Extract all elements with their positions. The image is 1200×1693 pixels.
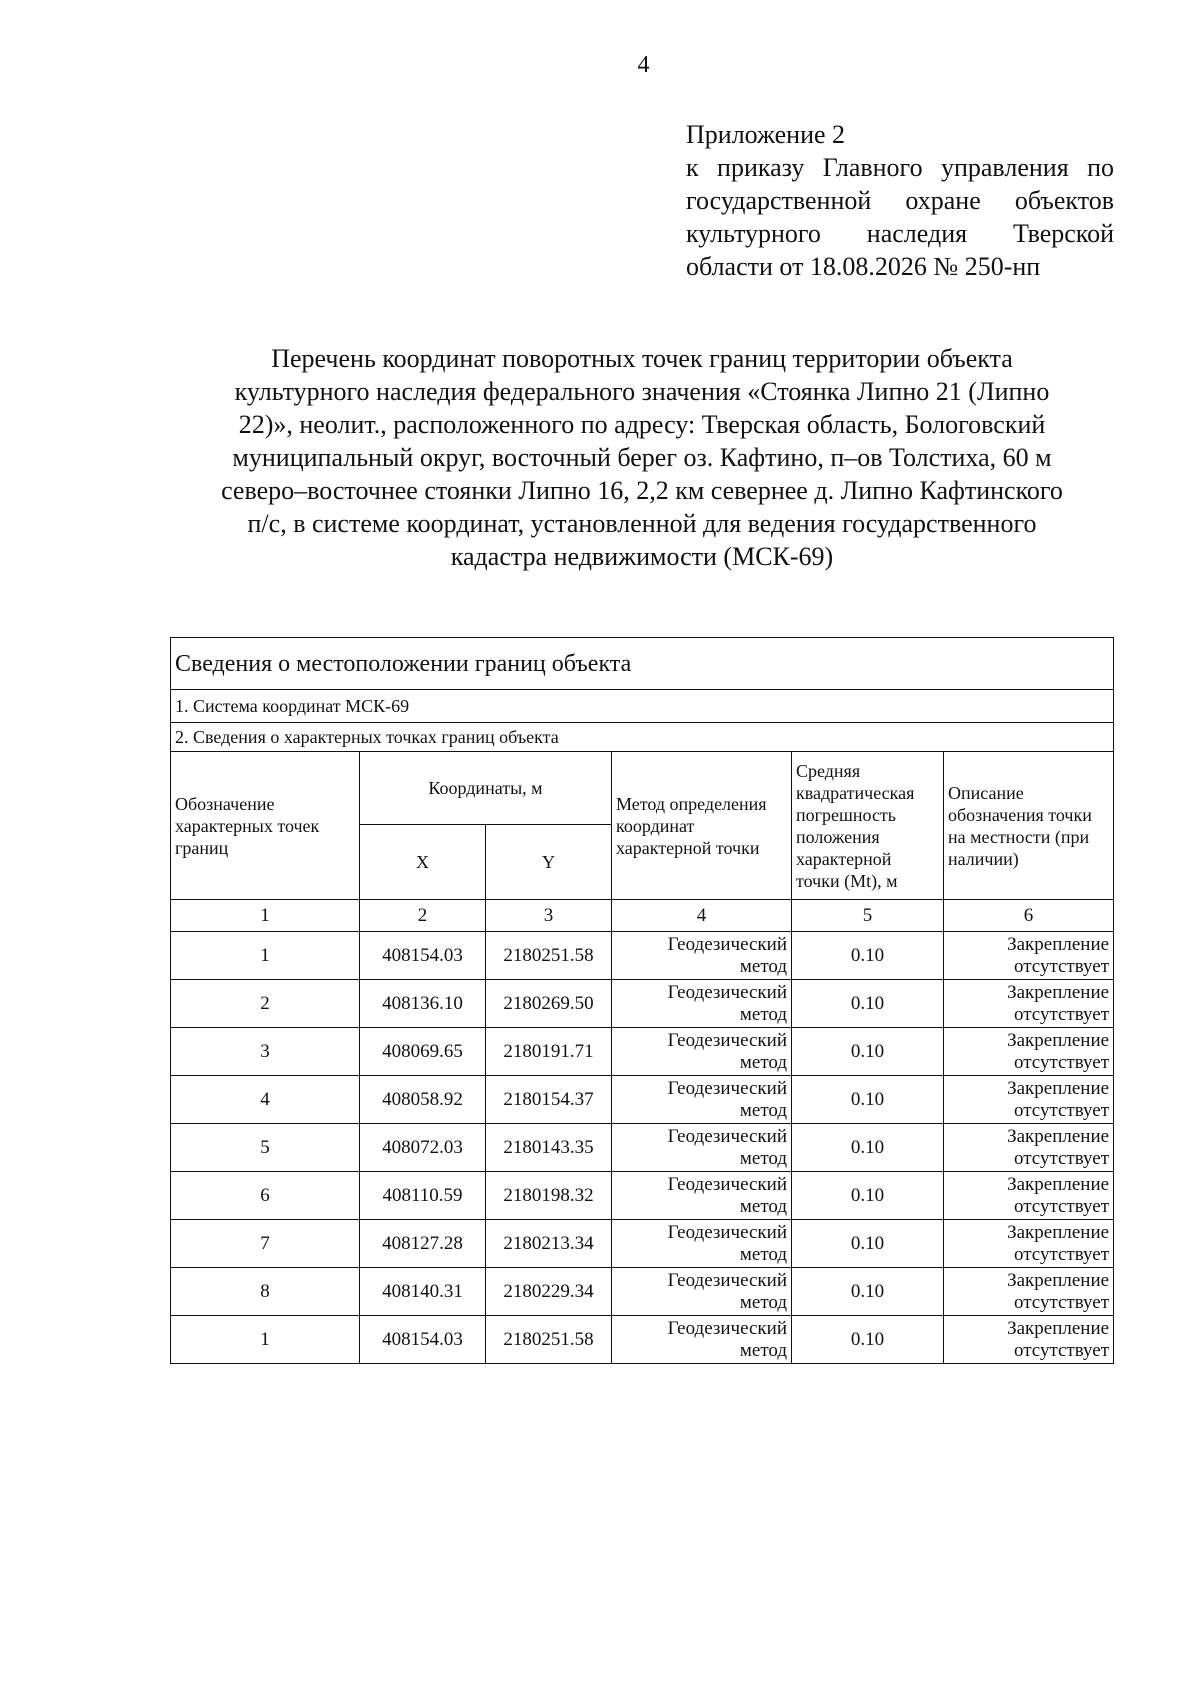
annex-line: Приложение 2 — [686, 120, 846, 149]
annex-line: государственной охране объектов — [686, 186, 1114, 215]
description-cell — [944, 1220, 1114, 1268]
table-row — [171, 1268, 1114, 1316]
method-cell — [612, 1076, 792, 1124]
method-cell — [612, 980, 792, 1028]
table-row — [171, 1028, 1114, 1076]
table-row — [171, 980, 1114, 1028]
coord-y: 2180213.34 — [486, 1220, 612, 1268]
description-line: Закрепление — [1007, 1173, 1110, 1195]
column-numbers-row — [171, 900, 1114, 932]
title-line: муниципальный округ, восточный берег оз. Кафтино, п–ов Толстиха, 60 м — [232, 443, 1052, 472]
method-line: метод — [739, 1147, 787, 1169]
description-cell — [944, 1316, 1114, 1364]
column-number: 4 — [612, 900, 792, 932]
coord-x: 408110.59 — [360, 1172, 486, 1220]
error-value: 0.10 — [792, 1220, 944, 1268]
point-number: 3 — [171, 1028, 360, 1076]
column-number: 5 — [792, 900, 944, 932]
method-line: метод — [739, 1243, 787, 1265]
coord-y: 2180143.35 — [486, 1124, 612, 1172]
description-cell — [944, 980, 1114, 1028]
column-number: 3 — [486, 900, 612, 932]
method-cell — [612, 1172, 792, 1220]
coord-x: 408154.03 — [360, 932, 486, 980]
point-number: 6 — [171, 1172, 360, 1220]
error-value: 0.10 — [792, 1172, 944, 1220]
coord-x: 408154.03 — [360, 1316, 486, 1364]
section-title: Сведения о местоположении границ объекта — [171, 638, 1114, 690]
method-line: метод — [739, 1099, 787, 1121]
method-line: Геодезический — [667, 1317, 787, 1339]
title-line: культурного наследия федерального значения «Стоянка Липно 21 (Липно — [234, 377, 1050, 406]
point-number: 5 — [171, 1124, 360, 1172]
description-line: Закрепление — [1007, 981, 1110, 1003]
description-cell — [944, 932, 1114, 980]
description-line: Закрепление — [1007, 933, 1110, 955]
method-line: метод — [739, 955, 787, 977]
coord-x: 408072.03 — [360, 1124, 486, 1172]
error-value: 0.10 — [792, 1268, 944, 1316]
description-cell — [944, 1268, 1114, 1316]
header-description: Описание обозначения точки на местности (при наличии) — [944, 752, 1114, 900]
page-number: 4 — [637, 52, 650, 78]
method-line: Геодезический — [667, 1077, 787, 1099]
description-line: Закрепление — [1007, 1317, 1110, 1339]
point-number: 1 — [171, 1316, 360, 1364]
header-designation: Обозначение характерных точек границ — [171, 752, 360, 900]
description-line: Закрепление — [1007, 1077, 1110, 1099]
points-info-row: 2. Сведения о характерных точках границ объекта — [171, 723, 1114, 752]
coord-x: 408136.10 — [360, 980, 486, 1028]
coord-y: 2180251.58 — [486, 1316, 612, 1364]
point-number: 1 — [171, 932, 360, 980]
annex-line: области от 18.08.2026 № 250-нп — [686, 252, 1041, 281]
header-method: Метод определения координат характерной точки — [612, 752, 792, 900]
coord-y: 2180229.34 — [486, 1268, 612, 1316]
method-line: Геодезический — [667, 981, 787, 1003]
method-line: метод — [739, 1291, 787, 1313]
point-number: 4 — [171, 1076, 360, 1124]
annex-line: к приказу Главного управления по — [686, 153, 1114, 182]
coord-y: 2180191.71 — [486, 1028, 612, 1076]
table-row — [171, 1220, 1114, 1268]
title-line: северо–восточнее стоянки Липно 16, 2,2 км севернее д. Липно Кафтинского — [221, 476, 1063, 505]
method-line: Геодезический — [667, 1269, 787, 1291]
annex-line: культурного наследия Тверской — [686, 219, 1114, 248]
point-number: 8 — [171, 1268, 360, 1316]
data-rows — [171, 932, 1114, 1364]
error-value: 0.10 — [792, 1124, 944, 1172]
method-line: Геодезический — [667, 933, 787, 955]
method-line: метод — [739, 1051, 787, 1073]
table-row — [171, 1124, 1114, 1172]
description-line: отсутствует — [1014, 1291, 1110, 1313]
method-cell — [612, 1124, 792, 1172]
coord-x: 408140.31 — [360, 1268, 486, 1316]
column-number: 6 — [944, 900, 1114, 932]
error-value: 0.10 — [792, 1076, 944, 1124]
column-number: 2 — [360, 900, 486, 932]
coord-x: 408069.65 — [360, 1028, 486, 1076]
description-line: отсутствует — [1014, 1099, 1110, 1121]
coordinates-table — [170, 637, 1114, 1364]
coord-y: 2180269.50 — [486, 980, 612, 1028]
method-line: Геодезический — [667, 1125, 787, 1147]
method-line: Геодезический — [667, 1029, 787, 1051]
description-line: отсутствует — [1014, 1339, 1110, 1361]
coord-y: 2180198.32 — [486, 1172, 612, 1220]
header-y: Y — [486, 825, 612, 900]
description-line: отсутствует — [1014, 955, 1110, 977]
header-error: Средняя квадратическая погрешность положения характерной точки (Mt), м — [792, 752, 944, 900]
table-row — [171, 1172, 1114, 1220]
header-x: X — [360, 825, 486, 900]
coord-x: 408127.28 — [360, 1220, 486, 1268]
annex-block — [686, 118, 1114, 283]
title-line: 22)», неолит., расположенного по адресу: Тверская область, Бологовский — [238, 410, 1046, 439]
description-line: Закрепление — [1007, 1221, 1110, 1243]
description-line: отсутствует — [1014, 1147, 1110, 1169]
method-cell — [612, 1220, 792, 1268]
table-row — [171, 1316, 1114, 1364]
table-row — [171, 1076, 1114, 1124]
error-value: 0.10 — [792, 1028, 944, 1076]
point-number: 7 — [171, 1220, 360, 1268]
method-cell — [612, 1316, 792, 1364]
method-cell — [612, 1028, 792, 1076]
description-line: отсутствует — [1014, 1003, 1110, 1025]
error-value: 0.10 — [792, 1316, 944, 1364]
description-cell — [944, 1172, 1114, 1220]
method-line: Геодезический — [667, 1221, 787, 1243]
table-row — [171, 932, 1114, 980]
method-cell — [612, 1268, 792, 1316]
description-cell — [944, 1076, 1114, 1124]
error-value: 0.10 — [792, 932, 944, 980]
description-line: отсутствует — [1014, 1195, 1110, 1217]
method-line: метод — [739, 1195, 787, 1217]
description-line: отсутствует — [1014, 1243, 1110, 1265]
description-line: Закрепление — [1007, 1029, 1110, 1051]
column-number: 1 — [171, 900, 360, 932]
description-line: Закрепление — [1007, 1269, 1110, 1291]
method-cell — [612, 932, 792, 980]
description-cell — [944, 1028, 1114, 1076]
method-line: Геодезический — [667, 1173, 787, 1195]
error-value: 0.10 — [792, 980, 944, 1028]
description-cell — [944, 1124, 1114, 1172]
description-line: отсутствует — [1014, 1051, 1110, 1073]
coord-x: 408058.92 — [360, 1076, 486, 1124]
point-number: 2 — [171, 980, 360, 1028]
document-title — [170, 342, 1114, 573]
title-line: Перечень координат поворотных точек границ территории объекта — [271, 344, 1013, 373]
coord-system-row: 1. Система координат МСК-69 — [171, 690, 1114, 723]
title-line: п/с, в системе координат, установленной для ведения государственного — [247, 509, 1037, 538]
method-line: метод — [739, 1339, 787, 1361]
header-coordinates: Координаты, м — [360, 752, 612, 825]
coord-y: 2180251.58 — [486, 932, 612, 980]
coord-y: 2180154.37 — [486, 1076, 612, 1124]
method-line: метод — [739, 1003, 787, 1025]
description-line: Закрепление — [1007, 1125, 1110, 1147]
title-line: кадастра недвижимости (МСК-69) — [450, 542, 834, 571]
